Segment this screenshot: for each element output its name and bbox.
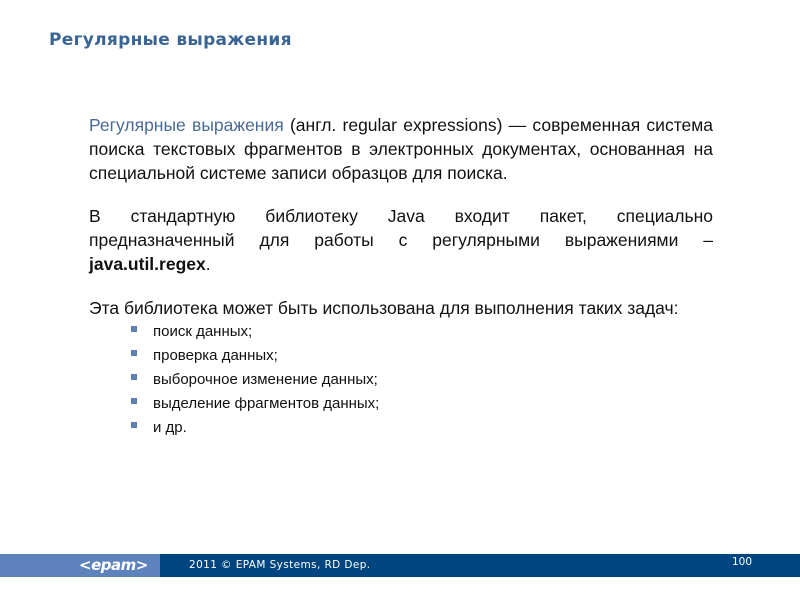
list-item xyxy=(129,392,713,416)
list-item-text: выборочное изменение данных; xyxy=(153,371,378,388)
paragraph-tasks-intro: Эта библиотека может быть использована для выполнения таких задач: xyxy=(89,298,679,318)
bullet-square-icon xyxy=(131,422,137,428)
list-item-text: выделение фрагментов данных; xyxy=(153,395,380,412)
list-item xyxy=(129,320,713,344)
bullet-square-icon xyxy=(131,398,137,404)
bullet-square-icon xyxy=(131,374,137,380)
bullet-square-icon xyxy=(131,350,137,356)
definition-text: (англ. regular expressions) — современная система поиска текстовых фрагментов в электронных документах, основанная на специальной системе записи образцов для поиска. xyxy=(89,115,714,183)
term-highlight: Регулярные выражения xyxy=(89,115,284,135)
list-item xyxy=(129,368,713,392)
package-name: java.util.regex xyxy=(89,254,206,274)
list-item-text: и др. xyxy=(153,419,187,436)
slide-content xyxy=(89,113,713,440)
slide-title: Регулярные выражения xyxy=(49,30,292,50)
footer-copyright: 2011 © EPAM Systems, RD Dep. xyxy=(189,559,371,571)
epam-logo: <epam> xyxy=(79,556,148,574)
list-item xyxy=(129,344,713,368)
list-item xyxy=(129,416,713,440)
package-text: В стандартную библиотеку Java входит пакет, специально предназначенный для работы с регулярными выражениями – xyxy=(89,206,713,250)
list-item-text: проверка данных; xyxy=(153,347,278,364)
task-list xyxy=(89,320,713,440)
paragraph-definition xyxy=(89,113,713,185)
list-item-text: поиск данных; xyxy=(153,323,253,340)
footer-bar xyxy=(0,554,800,577)
bullet-square-icon xyxy=(131,326,137,332)
package-suffix: . xyxy=(205,254,211,274)
footer-logo-box xyxy=(0,554,160,577)
paragraph-java-package xyxy=(89,204,713,276)
page-number: 100 xyxy=(732,556,753,568)
